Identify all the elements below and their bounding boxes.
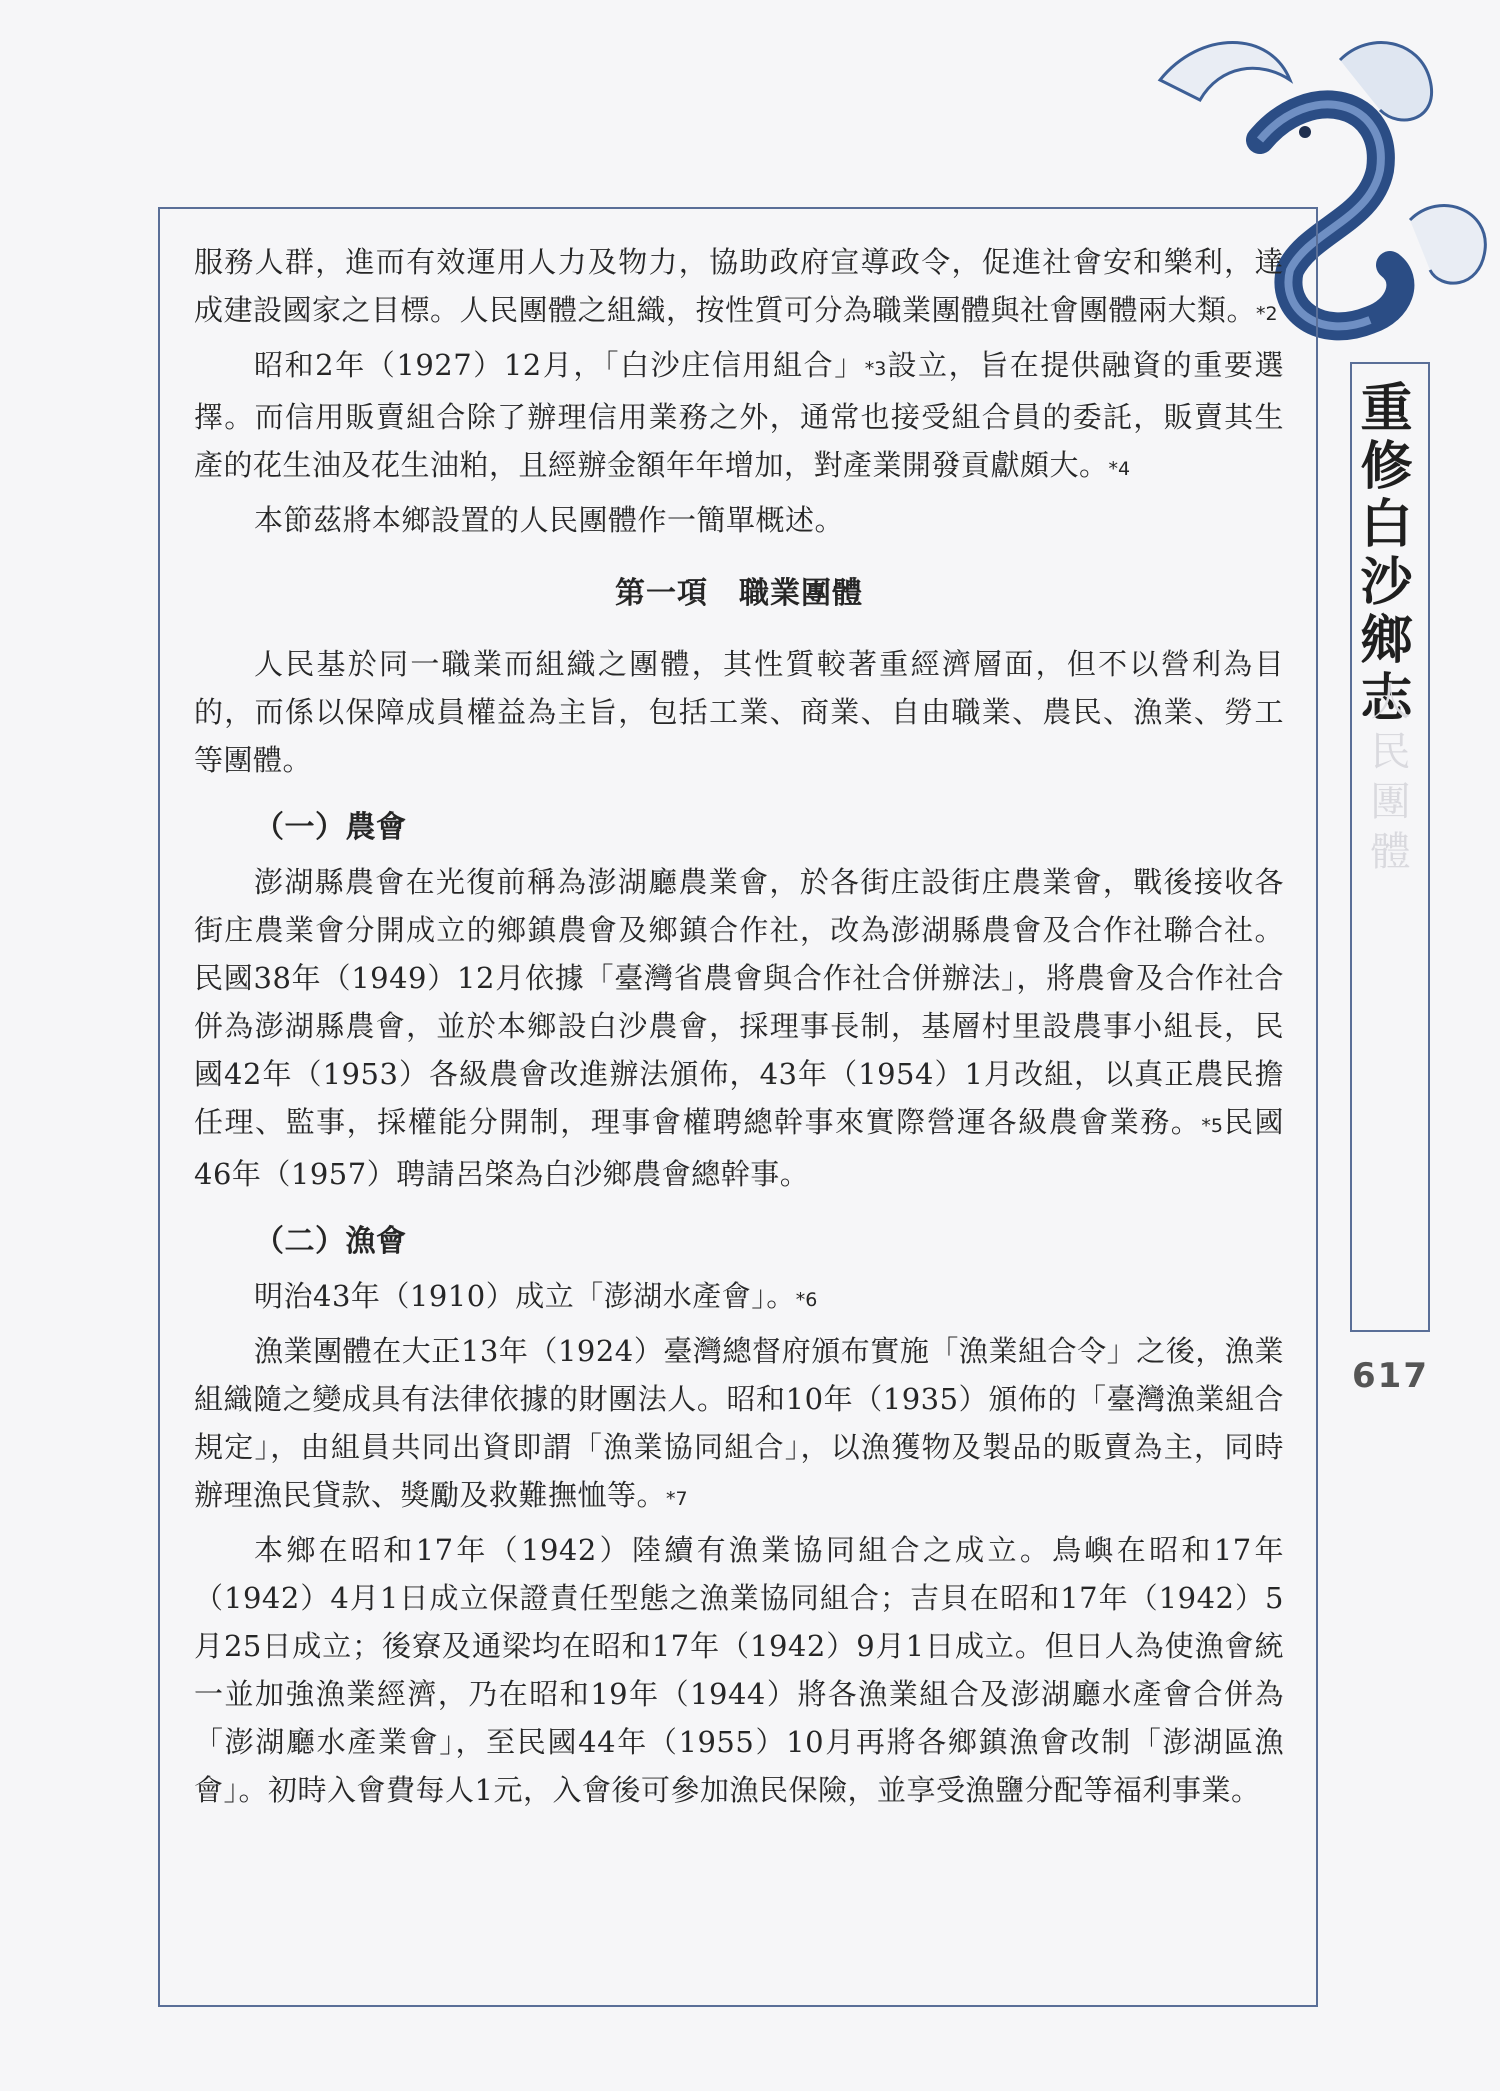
page-number: 617 xyxy=(1352,1356,1429,1396)
body-text xyxy=(194,238,1284,1817)
subsection-heading: （二）漁會 xyxy=(254,1224,407,1259)
paragraph: 漁業團體在大正13年（1924）臺灣總督府頒布實施「漁業組合令」之後，漁業組織隨之變成具有法律依據的財團法人。昭和10年（1935）頒佈的「臺灣漁業組合規定」，由組員共同出資即謂「漁業協同組合」，以漁獲物及製品的販賣為主，同時辦理漁民貸款、獎勵及救難撫恤等。*7 xyxy=(194,1334,1284,1512)
paragraph: 澎湖縣農會在光復前稱為澎湖廳農業會，於各街庄設街庄農業會，戰後接收各街庄農業會分開成立的鄉鎮農會及鄉鎮合作社，改為澎湖縣農會及合作社聯合社。民國38年（1949）12月依據「臺灣省農會與合作社合併辦法」，將農會及合作社合併為澎湖縣農會，並於本鄉設白沙農會，採理事長制，基層村里設農事小組長，民國42年（1953）各級農會改進辦法頒佈，43年（1954）1月改組，以真正農民擔任理、監事，採權能分開制，理事會權聘總幹事來實際營運各級農會業務。*5民國46年（1957）聘請呂棨為白沙鄉農會總幹事。 xyxy=(194,865,1284,1191)
paragraph: 人民基於同一職業而組織之團體，其性質較著重經濟層面，但不以營利為目的，而係以保障成員權益為主旨，包括工業、商業、自由職業、農民、漁業、勞工等團體。 xyxy=(194,647,1284,777)
section-heading: 第一項 職業團體 xyxy=(615,576,863,611)
subsection-heading: （一）農會 xyxy=(254,810,407,845)
footnote-ref[interactable]: *6 xyxy=(795,1289,818,1311)
footnote-ref[interactable]: *7 xyxy=(666,1488,688,1510)
paragraph: 昭和2年（1927）12月，「白沙庄信用組合」*3設立，旨在提供融資的重要選擇。而信用販賣組合除了辦理信用業務之外，通常也接受組合員的委託，販賣其生產的花生油及花生油粕，且經辦金額年年增加，對產業開發貢獻頗大。*4 xyxy=(194,348,1284,482)
footnote-ref[interactable]: *3 xyxy=(864,358,887,380)
paragraph: 服務人群，進而有效運用人力及物力，協助政府宣導政令，促進社會安和樂利，達成建設國家之目標。人民團體之組織，按性質可分為職業團體與社會團體兩大類。*2 xyxy=(194,245,1284,327)
footnote-ref[interactable]: *4 xyxy=(1108,458,1131,480)
paragraph: 本節茲將本鄉設置的人民團體作一簡單概述。 xyxy=(254,503,845,537)
chapter-title: 人民團體 xyxy=(1364,680,1410,880)
paragraph: 明治43年（1910）成立「澎湖水產會」。*6 xyxy=(254,1279,818,1313)
footnote-ref[interactable]: *2 xyxy=(1256,303,1278,325)
footnote-ref[interactable]: *5 xyxy=(1201,1115,1223,1137)
book-title: 重修白沙鄉志 xyxy=(1351,380,1412,728)
paragraph: 本鄉在昭和17年（1942）陸續有漁業協同組合之成立。鳥嶼在昭和17年（1942）4月1日成立保證責任型態之漁業協同組合；吉貝在昭和17年（1942）5月25日成立；後寮及通梁均在昭和17年（1942）9月1日成立。但日人為使漁會統一並加強漁業經濟，乃在昭和19年（1944）將各漁業組合及澎湖廳水產會合併為「澎湖廳水產業會」，至民國44年（1955）10月再將各鄉鎮漁會改制「澎湖區漁會」。初時入會費每人1元，入會後可參加漁民保險，並享受漁鹽分配等福利事業。 xyxy=(194,1533,1284,1807)
